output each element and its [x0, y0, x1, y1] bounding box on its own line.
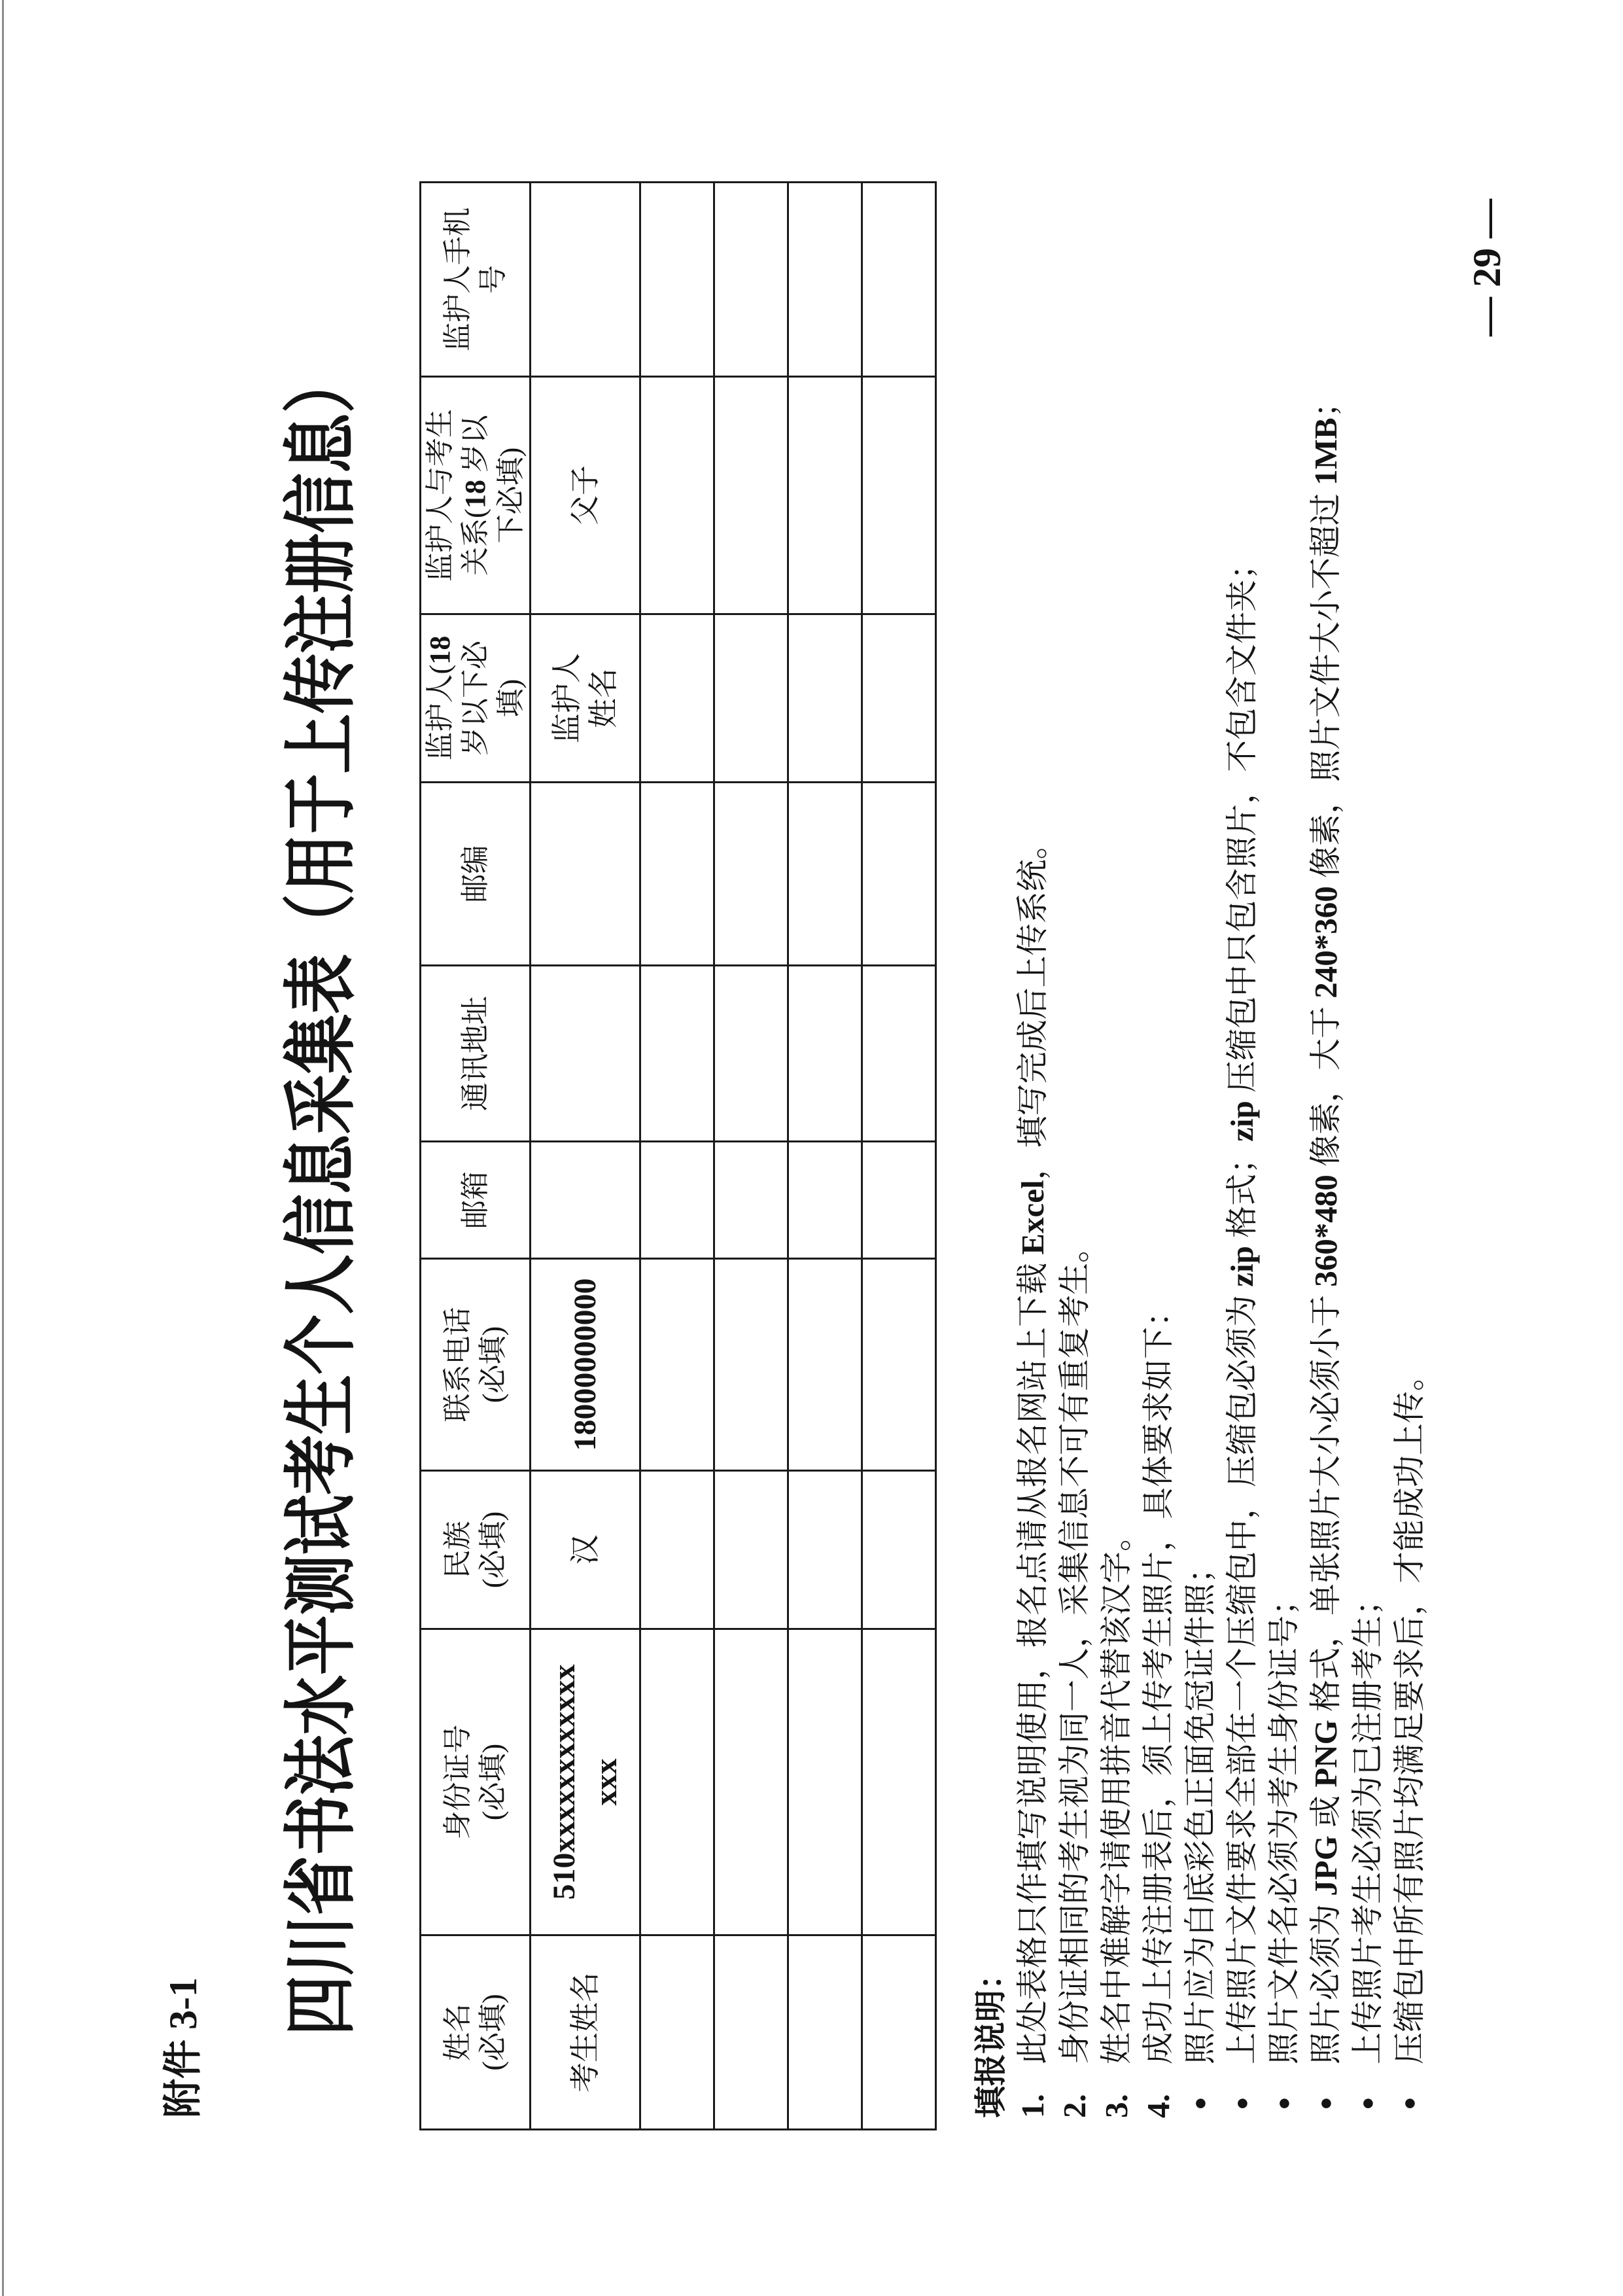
cell-email [640, 1142, 714, 1259]
cell-guardian-phone [788, 183, 862, 377]
cell-id-number [862, 1629, 936, 1935]
cell-guardian [640, 614, 714, 783]
cell-guardian-phone [640, 183, 714, 377]
cell-postcode [788, 783, 862, 966]
cell-guardian-relation [714, 377, 788, 614]
cell-ethnicity [640, 1471, 714, 1629]
table-row [640, 183, 714, 2130]
info-collection-table [419, 181, 937, 2130]
item-text: 压缩包中所有照片均满足要求后，才能成功上传。 [1391, 1358, 1427, 2064]
bullet-icon: ● [1314, 2096, 1338, 2110]
cell-guardian-relation [862, 377, 936, 614]
cell-id-number: 510xxxxxxxxxxxxxxx [531, 1629, 640, 1935]
bullet-icon: ● [1230, 2096, 1254, 2110]
photo-requirement-item [1347, 385, 1389, 2118]
item-text: 上传照片文件要求全部在一个压缩包中，压缩包必须为 zip 格式；zip 压缩包中只包含照片，不包含文件夹； [1224, 547, 1260, 2064]
cell-id-number [788, 1629, 862, 1935]
item-text: 姓名中难解字请使用拼音代替该汉字。 [1098, 1519, 1134, 2064]
photo-requirement-item [1263, 385, 1305, 2118]
cell-postcode [862, 783, 936, 966]
emphasized-term: 18 [459, 480, 491, 509]
cell-guardian-relation [788, 377, 862, 614]
item-number: 3. [1098, 2094, 1134, 2118]
cell-address [640, 966, 714, 1142]
column-header-id-number: 身份证号 (必填) [421, 1629, 531, 1935]
cell-guardian: 监护人姓名 [531, 614, 640, 783]
item-text: 成功上传注册表后，须上传考生照片，具体要求如下： [1140, 1294, 1176, 2064]
cell-ethnicity [788, 1471, 862, 1629]
bullet-icon: ● [1188, 2096, 1212, 2110]
cell-ethnicity [714, 1471, 788, 1629]
cell-address [788, 966, 862, 1142]
cell-guardian-relation [640, 377, 714, 614]
cell-name [714, 1935, 788, 2130]
column-header-email: 邮箱 [421, 1142, 531, 1259]
item-text: 照片必须为 JPG 或 PNG 格式，单张照片大小必须小于 360*480 像素，大于 240*360 像素，照片文件大小不超过 1MB； [1308, 385, 1344, 2064]
item-text: 照片文件名必须为考生身份证号； [1266, 1583, 1302, 2064]
cell-phone [788, 1259, 862, 1471]
item-text: 照片应为白底彩色正面免冠证件照； [1182, 1551, 1218, 2064]
bullet-icon: ● [1355, 2096, 1380, 2110]
bullet-icon: ● [1272, 2096, 1296, 2110]
instruction-item [1054, 385, 1096, 2118]
cell-address [531, 966, 640, 1142]
item-number: 2. [1056, 2094, 1092, 2118]
emphasized-term: 18 [423, 635, 456, 665]
emphasized-term: PNG [1308, 1720, 1344, 1788]
cell-guardian [714, 614, 788, 783]
table-header-row [421, 183, 531, 2130]
cell-phone [640, 1259, 714, 1471]
cell-guardian-phone [714, 183, 788, 377]
cell-phone [862, 1259, 936, 1471]
instruction-item [1138, 385, 1179, 2118]
cell-name [862, 1935, 936, 2130]
table-body [531, 183, 936, 2130]
cell-ethnicity: 汉 [531, 1471, 640, 1629]
cell-guardian [788, 614, 862, 783]
emphasized-term: zip [1224, 1101, 1260, 1142]
cell-id-number [714, 1629, 788, 1935]
instructions-heading: 填报说明： [973, 1957, 1009, 2118]
page-title: 四川省书法水平测试考生个人信息采集表（用于上传注册信息） [281, 353, 362, 2036]
column-header-phone: 联系电话 (必填) [421, 1259, 531, 1471]
cell-email [788, 1142, 862, 1259]
cell-name [788, 1935, 862, 2130]
cell-name [640, 1935, 714, 2130]
column-header-guardian-relation: 监护人与考生 关系(18 岁以 下必填) [421, 377, 531, 614]
table-row [862, 183, 936, 2130]
item-number: 1. [1015, 2094, 1051, 2118]
bullet-icon: ● [1397, 2096, 1422, 2110]
table-head [421, 183, 531, 2130]
cell-guardian-phone [531, 183, 640, 377]
instruction-item [1096, 385, 1138, 2118]
photo-requirement-item [1221, 385, 1263, 2118]
emphasized-term: JPG [1308, 1835, 1344, 1896]
cell-guardian-relation: 父子 [531, 377, 640, 614]
cell-name: 考生姓名 [531, 1935, 640, 2130]
item-text: 身份证相同的考生视为同一人，采集信息不可有重复考生。 [1056, 1230, 1092, 2064]
item-text: 上传照片考生必须为已注册考生； [1350, 1583, 1386, 2064]
table-row [531, 183, 640, 2130]
cell-ethnicity [862, 1471, 936, 1629]
item-text: 此处表格只作填写说明使用，报名点请从报名网站上下载 Excel，填写完成后上传系统。 [1015, 827, 1051, 2064]
column-header-ethnicity: 民族 (必填) [421, 1471, 531, 1629]
cell-email [862, 1142, 936, 1259]
cell-address [714, 966, 788, 1142]
attachment-label: 附件 3-1 [162, 1977, 205, 2118]
emphasized-term: 1MB [1308, 417, 1344, 486]
cell-phone: 18000000000 [531, 1259, 640, 1471]
cell-guardian-phone [862, 183, 936, 377]
emphasized-term: 240*360 [1308, 886, 1344, 998]
cell-address [862, 966, 936, 1142]
cell-email [714, 1142, 788, 1259]
cell-guardian [862, 614, 936, 783]
cell-postcode [640, 783, 714, 966]
filling-instructions [970, 385, 1431, 2118]
emphasized-term: zip [1224, 1246, 1260, 1287]
photo-requirement-item [1305, 385, 1347, 2118]
cell-postcode [531, 783, 640, 966]
column-header-guardian-phone: 监护人手机 号 [421, 183, 531, 377]
column-header-name: 姓名 (必填) [421, 1935, 531, 2130]
table-row [788, 183, 862, 2130]
column-header-address: 通讯地址 [421, 966, 531, 1142]
table-row [714, 183, 788, 2130]
cell-email [531, 1142, 640, 1259]
cell-postcode [714, 783, 788, 966]
emphasized-term: 360*480 [1308, 1174, 1344, 1287]
item-number: 4. [1140, 2094, 1176, 2118]
instruction-item [1012, 385, 1054, 2118]
column-header-guardian: 监护人(18 岁以下必 填) [421, 614, 531, 783]
cell-phone [714, 1259, 788, 1471]
emphasized-term: Excel [1015, 1180, 1051, 1255]
photo-requirement-item [1179, 385, 1221, 2118]
photo-requirement-item [1389, 385, 1431, 2118]
page-number: — 29 — [1465, 199, 1509, 336]
cell-id-number [640, 1629, 714, 1935]
column-header-postcode: 邮编 [421, 783, 531, 966]
